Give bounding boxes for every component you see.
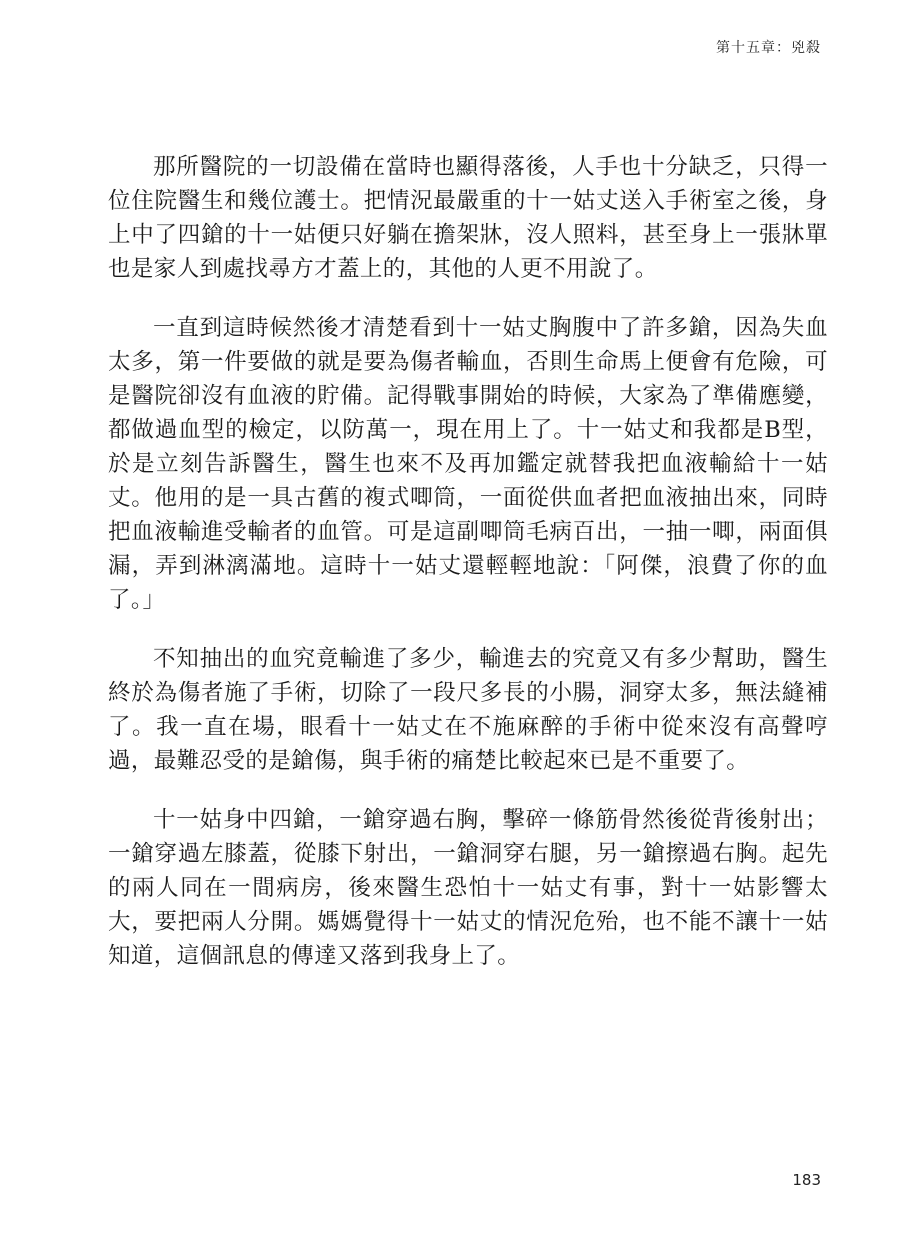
paragraph: 一直到這時候然後才清楚看到十一姑丈胸腹中了許多鎗，因為失血太多，第一件要做的就是要為傷者輸血，否則生命馬上便會有危險，可是醫院卻沒有血液的貯備。記得戰事開始的時候，大家為了準備應變，都做過血型的檢定，以防萬一，現在用上了。十一姑丈和我都是B型，於是立刻告訴醫生，醫生也來不及再加鑑定就替我把血液輸給十一姑丈。他用的是一具古舊的複式唧筒，一面從供血者把血液抽出來，同時把血液輸進受輸者的血管。可是這副唧筒毛病百出，一抽一唧，兩面俱漏，弄到淋漓滿地。這時十一姑丈還輕輕地說：「阿傑，浪費了你的血了。」: [108, 315, 828, 613]
paragraph: 那所醫院的一切設備在當時也顯得落後，人手也十分缺乏，只得一位住院醫生和幾位護士。把情況最嚴重的十一姑丈送入手術室之後，身上中了四鎗的十一姑便只好躺在擔架牀，沒人照料，甚至身上一張牀單也是家人到處找尋方才蓋上的，其他的人更不用說了。: [108, 154, 828, 282]
paragraph: 十一姑身中四鎗，一鎗穿過右胸，擊碎一條筋骨然後從背後射出；一鎗穿過左膝蓋，從膝下射出，一鎗洞穿右腿，另一鎗擦過右胸。起先的兩人同在一間病房，後來醫生恐怕十一姑丈有事，對十一姑影響太大，要把兩人分開。媽媽覺得十一姑丈的情況危殆，也不能不讓十一姑知道，這個訊息的傳達又落到我身上了。: [108, 807, 828, 969]
running-head-chapter-title: 第十五章：兇殺: [716, 40, 821, 56]
paragraph: 不知抽出的血究竟輸進了多少，輸進去的究竟又有多少幫助，醫生終於為傷者施了手術，切除了一段尺多長的小腸，洞穿太多，無法縫補了。我一直在場，眼看十一姑丈在不施麻醉的手術中從來沒有高聲哼過，最難忍受的是鎗傷，與手術的痛楚比較起來已是不重要了。: [108, 646, 828, 774]
page-number: 183: [792, 1171, 821, 1189]
body-text: [108, 150, 828, 998]
